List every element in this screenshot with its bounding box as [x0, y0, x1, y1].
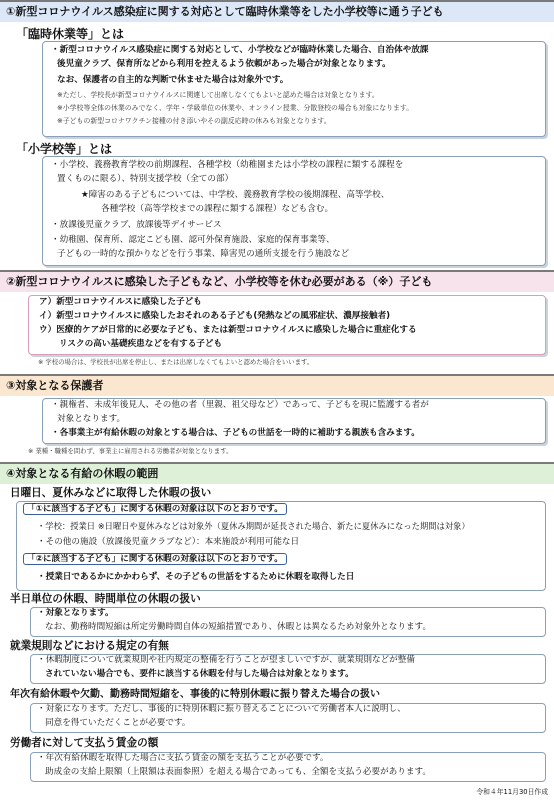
rule-heading: 就業規則などにおける規定の有無: [10, 640, 169, 652]
rinji-box: ・新型コロナウイルス感染症に関する対応として、小学校などが臨時休業した場合、自治体や放課 後児童クラブ、保育所などから利用を控えるよう依頼があった場合が対象となります。 なお、保護者の自主的な判断で休ませた場合は対象外です。 ※ただし、学校長が新型コロナウイルスに関連して出席しなくてもよいと認めた場合は対象となります。 ※小学校等全体の休業のみでなく、学年・学級単位の休業や、オンライン授業、分散登校の場合も対象になります。 ※子どもの新型コロナワクチン接種の付き添いやその副反応時の休みも対象となります。: [42, 41, 546, 137]
section4-title: ④対象となる有給の休暇の範囲: [0, 462, 554, 484]
annual-heading: 年次有給休暇や欠勤、勤務時間短縮を、事後的に特別休暇に振り替えた場合の扱い: [10, 689, 380, 700]
sun-heading: 日曜日、夏休みなどに取得した休暇の扱い: [10, 487, 212, 499]
wage-heading: 労働者に対して支払う賃金の額: [10, 737, 159, 749]
section1-title: ①新型コロナウイルス感染症に関する対応として臨時休業等をした小学校等に通う子ども: [0, 0, 554, 22]
half-box: ・対象となります。 なお、勤務時間短縮は所定労働時間自体の短縮措置であり、休暇とは異なるため対象外となります。: [30, 607, 546, 637]
section3-title: ③対象となる保護者: [0, 374, 554, 396]
s2-note: ※ 学校の場合は、学校長が出席を停止し、または出席しなくてもよいと認めた場合をいいます。: [38, 358, 314, 366]
footer-date: 令和４年11月30日作成: [476, 788, 548, 797]
shou-heading: 「小学校等」とは: [16, 142, 113, 156]
annual-box: ・対象になります。ただし、事後的に特別休暇に振り替えることについて労働者本人に説明し、 同意を得ていただくことが必要です。: [30, 703, 546, 733]
half-heading: 半日単位の休暇、時間単位の休暇の扱い: [10, 593, 201, 605]
s3-box: ・親権者、未成年後見人、その他の者（里親、祖父母など）であって、子どもを現に監護する者が 対象となります。 ・各事業主が有給休暇の対象とする場合は、子どもの世話を一時的に補助する親族も含みます。: [42, 398, 546, 444]
shou-box: ・小学校、義務教育学校の前期課程、各種学校（幼稚園または小学校の課程に類する課程を 置くものに限る）、特別支援学校（全ての部） ★障害のある子どもについては、中学校、義務教育学校の後期課程、高等学校、 各種学校（高等学校までの課程に類する課程）なども含む。 ・放課後児童クラブ、放課後等デイサービス ・幼稚園、保育所、認定こども園、認可外保育施設、家庭的保育事業等、 子どもの一時的な預かりなどを行う事業、障害児の通所支援を行う施設など: [42, 156, 546, 266]
s2-box: ア）新型コロナウイルスに感染した子ども イ）新型コロナウイルスに感染したおそれのある子ども(発熱などの風邪症状、濃厚接触者) ウ）医療的ケアが日常的に必要な子ども、または新型コロナウイルスに感染した場合に重症化する リスクの高い基礎疾患などを有する子ども: [28, 295, 546, 355]
sun-box: 「①に該当する子ども」に関する休暇の対象は以下のとおりです。 ・学校：授業日 ※日曜日や夏休みなどは対象外（夏休み期間が延長された場合、新たに夏休みになった期間は対象） ・その他の施設（放課後児童クラブなど）：本来施設が利用可能な日 「②に該当する子ども」に関する休暇の対象は以下のとおりです。 ・授業日であるかにかかわらず、その子どもの世話をするために休暇を取得した日: [16, 501, 546, 591]
section2-title: ②新型コロナウイルスに感染した子どもなど、小学校等を休む必要がある（※）子ども: [0, 270, 554, 292]
rinji-heading: 「臨時休業等」とは: [16, 27, 125, 41]
s3-note: ※ 業種・職種を問わず、事業主に雇用される労働者が対象となります。: [28, 447, 233, 455]
wage-box: ・年次有給休暇を取得した場合に支払う賃金の額を支払うことが必要です。 助成金の支給上限額（上限額は表面参照）を超える場合であっても、全額を支払う必要があります。: [30, 752, 546, 782]
rule-box: ・休暇制度について就業規則や社内規定の整備を行うことが望ましいですが、就業規則などが整備 されていない場合でも、要件に該当する休暇を付与した場合は対象となります。: [30, 654, 546, 684]
